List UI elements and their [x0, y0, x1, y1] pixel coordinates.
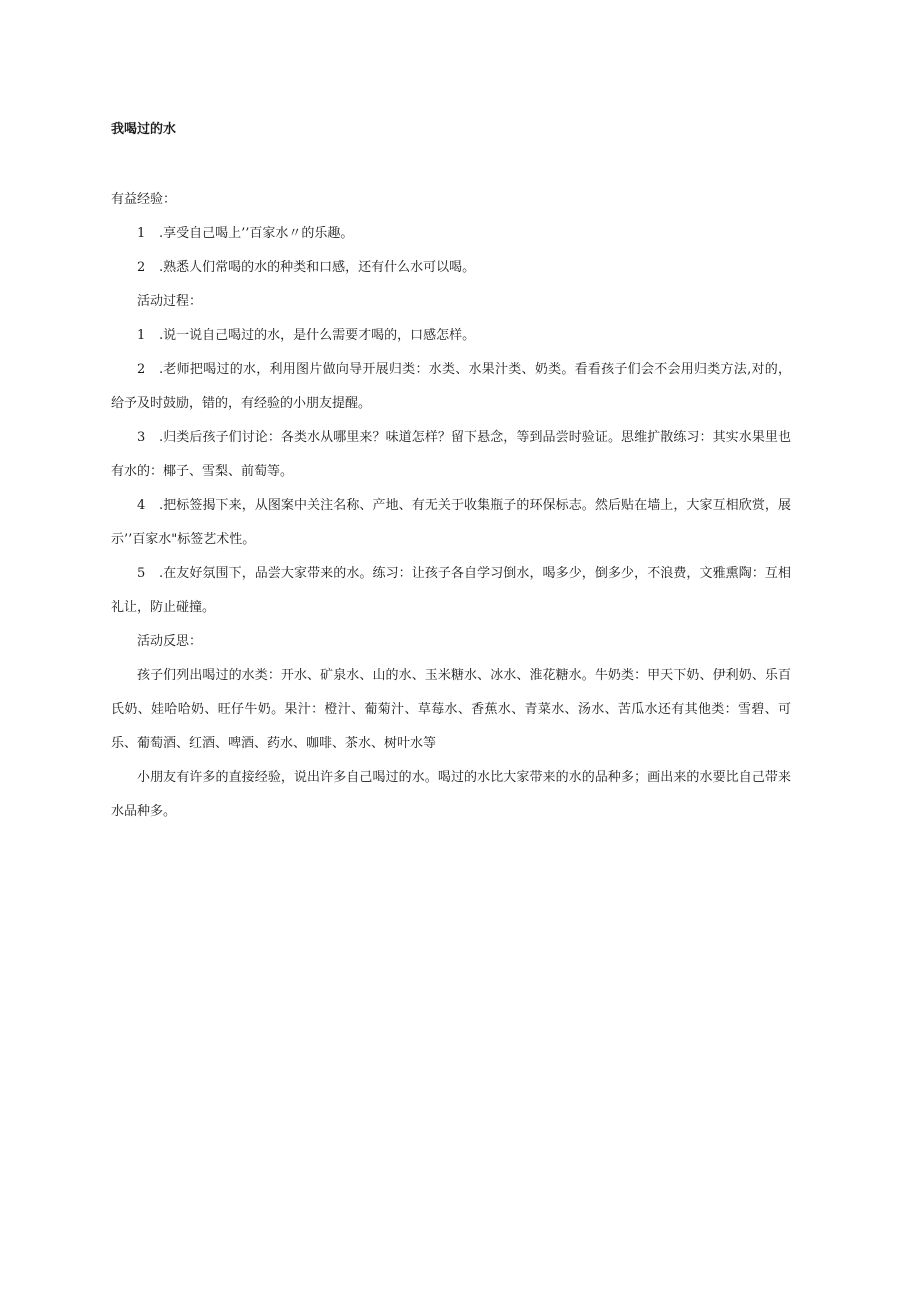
- process-heading: 活动过程：: [137, 294, 203, 309]
- item-number: 2: [137, 260, 146, 275]
- item-text: .熟悉人们常喝的水的种类和口感，还有什么水可以喝。: [159, 260, 476, 275]
- benefit-item: [111, 217, 791, 251]
- process-item: [111, 421, 791, 489]
- item-number: 2: [137, 362, 146, 377]
- document-body: [111, 183, 791, 829]
- reflection-heading: 活动反思：: [137, 634, 203, 649]
- item-text: .在友好氛围下，品尝大家带来的水。练习：让孩子各自学习倒水，喝多少，倒多少，不浪费，文雅熏陶：互相礼让，防止碰撞。: [111, 566, 791, 615]
- process-item: [111, 557, 791, 625]
- item-number: 5: [137, 566, 146, 581]
- reflection-paragraph: 小朋友有许多的直接经验，说出许多自己喝过的水。喝过的水比大家带来的水的品种多；画出来的水要比自己带来水品种多。: [111, 770, 791, 819]
- benefit-item: [111, 251, 791, 285]
- item-text: .把标签揭下来，从图案中关注名称、产地、有无关于收集瓶子的环保标志。然后贴在墙上，大家互相欣赏，展示’’百家水"标签艺术性。: [111, 498, 791, 547]
- item-text: .老师把喝过的水，利用图片做向导开展归类：水类、水果汁类、奶类。看看孩子们会不会用归类方法,对的，给予及时鼓励，错的，有经验的小朋友提醒。: [111, 362, 791, 411]
- item-number: 1: [137, 226, 146, 241]
- item-text: .说一说自己喝过的水，是什么需要才喝的，口感怎样。: [159, 328, 476, 343]
- process-item: [111, 319, 791, 353]
- item-number: 1: [137, 328, 146, 343]
- item-text: .享受自己喝上’’百家水〃的乐趣。: [159, 226, 354, 241]
- item-number: 4: [137, 498, 146, 513]
- item-text: .归类后孩子们讨论：各类水从哪里来？味道怎样？留下悬念，等到品尝时验证。思维扩散练习：其实水果里也有水的：椰子、雪梨、前萄等。: [111, 430, 791, 479]
- process-item: [111, 489, 791, 557]
- document-title: 我喝过的水: [111, 122, 177, 137]
- reflection-paragraph: 孩子们列出喝过的水类：开水、矿泉水、山的水、玉米糖水、冰水、淮花糖水。牛奶类：甲天下奶、伊利奶、乐百氏奶、娃哈哈奶、旺仔牛奶。果汁：橙汁、葡菊汁、草莓水、香蕉水、青菜水、汤水、苦瓜水还有其他类：雪碧、可乐、葡萄酒、红酒、啤酒、药水、咖啡、茶水、树叶水等: [111, 668, 791, 751]
- item-number: 3: [137, 430, 146, 445]
- benefit-heading: 有益经验：: [111, 192, 177, 207]
- process-item: [111, 353, 791, 421]
